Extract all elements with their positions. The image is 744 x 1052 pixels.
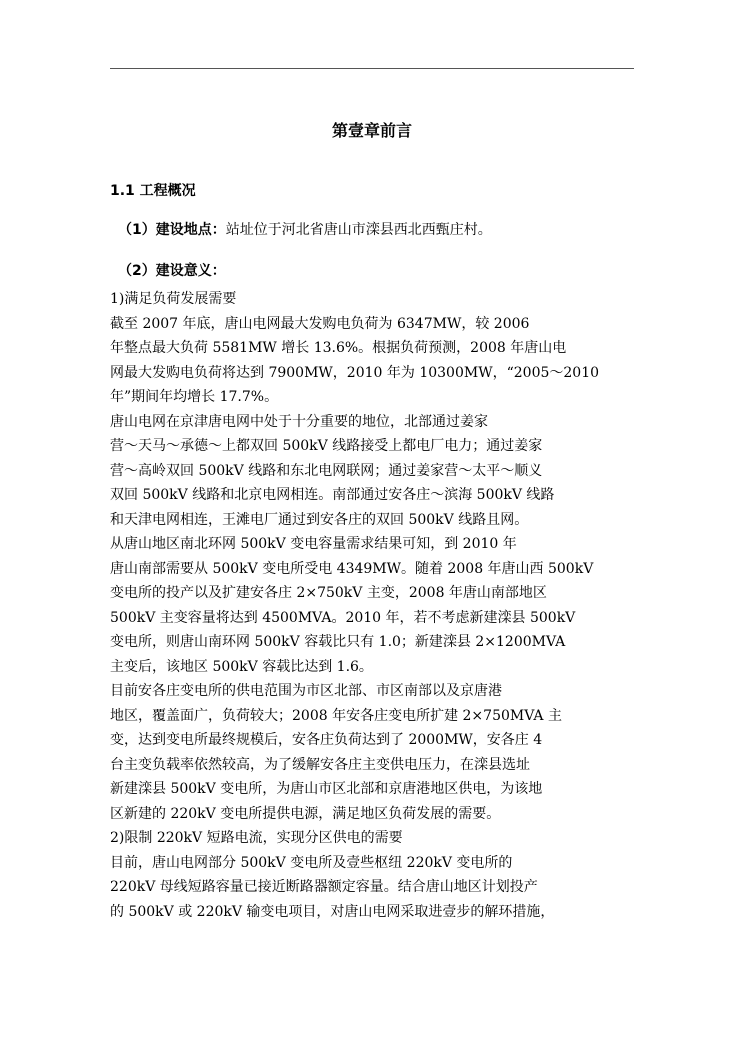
text-line: 目前，唐山电网部分 500kV 变电所及壹些枢纽 220kV 变电所的 — [110, 854, 513, 871]
body-text — [110, 287, 634, 924]
paragraph — [110, 287, 634, 312]
text-line: 双回 500kV 线路和北京电网相连。南部通过安各庄～滨海 500kV 线路 — [110, 487, 555, 503]
paragraph — [110, 312, 634, 410]
text-line: 的 500kV 或 220kV 输变电项目，对唐山电网采取进壹步的解环措施， — [110, 903, 555, 920]
paragraph — [110, 851, 634, 925]
header-rule — [110, 68, 634, 69]
paragraph — [110, 532, 634, 679]
text-line: 营～高岭双回 500kV 线路和东北电网联网；通过姜家营～太平～顺义 — [110, 462, 543, 479]
text-line: 新建滦县 500kV 变电所，为唐山市区北部和京唐港地区供电，为该地 — [110, 781, 543, 797]
text-line: 和天津电网相连，王滩电厂通过到安各庄的双回 500kV 线路且网。 — [110, 511, 529, 528]
text-line: 营～天马～承德～上都双回 500kV 线路接受上都电厂电力；通过姜家 — [110, 438, 543, 454]
text-line: 年”期间年均增长 17.7%。 — [110, 389, 279, 405]
text-line: 220kV 母线短路容量已接近断路器额定容量。结合唐山地区计划投产 — [110, 879, 538, 895]
text-line: 地区，覆盖面广，负荷较大；2008 年安各庄变电所扩建 2×750MVA 主 — [110, 707, 562, 724]
text-line: 变电所，则唐山南环网 500kV 容载比只有 1.0；新建滦县 2×1200MVA — [110, 634, 566, 650]
text-line: 唐山电网在京津唐电网中处于十分重要的地位，北部通过姜家 — [110, 413, 488, 430]
section-heading: 1.1 工程概况 — [110, 183, 196, 199]
text-line: 台主变负载率依然较高，为了缓解安各庄主变供电压力，在滦县选址 — [110, 756, 530, 773]
text-line: 唐山南部需要从 500kV 变电所受电 4349MW。随着 2008 年唐山西 500kV — [110, 560, 594, 577]
construction-significance-label: （2）建设意义： — [118, 263, 226, 279]
construction-site-text: 站址位于河北省唐山市滦县西北西甄庄村。 — [225, 222, 492, 238]
text-line: 目前安各庄变电所的供电范围为市区北部、市区南部以及京唐港 — [110, 683, 502, 699]
chapter-title: 第壹章前言 — [331, 121, 412, 140]
construction-significance-item — [118, 260, 226, 280]
text-line: 500kV 主变容量将达到 4500MVA。2010 年，若不考虑新建滦县 500kV — [110, 609, 576, 626]
text-line: 变电所的投产以及扩建安各庄 2×750kV 主变，2008 年唐山南部地区 — [110, 585, 547, 601]
text-line: 从唐山地区南北环网 500kV 变电容量需求结果可知，到 2010 年 — [110, 536, 517, 552]
text-line: 截至 2007 年底，唐山电网最大发购电负荷为 6347MW，较 2006 — [110, 315, 530, 332]
construction-site-item — [118, 219, 492, 239]
paragraph — [110, 410, 634, 533]
text-line: 年整点最大负荷 5581MW 增长 13.6%。根据负荷预测，2008 年唐山电 — [110, 340, 567, 356]
paragraph — [110, 679, 634, 826]
text-line: 主变后，该地区 500kV 容载比达到 1.6。 — [110, 658, 373, 675]
paragraph — [110, 826, 634, 851]
text-line: 区新建的 220kV 变电所提供电源，满足地区负荷发展的需要。 — [110, 805, 501, 822]
text-line: 网最大发购电负荷将达到 7900MW，2010 年为 10300MW，“2005～2010 — [110, 364, 600, 381]
text-line: 2)限制 220kV 短路电流，实现分区供电的需要 — [110, 830, 403, 846]
construction-site-label: （1）建设地点： — [118, 222, 226, 238]
text-line: 变，达到变电所最终规模后，安各庄负荷达到了 2000MW，安各庄 4 — [110, 732, 543, 748]
text-line: 1)满足负荷发展需要 — [110, 291, 237, 307]
